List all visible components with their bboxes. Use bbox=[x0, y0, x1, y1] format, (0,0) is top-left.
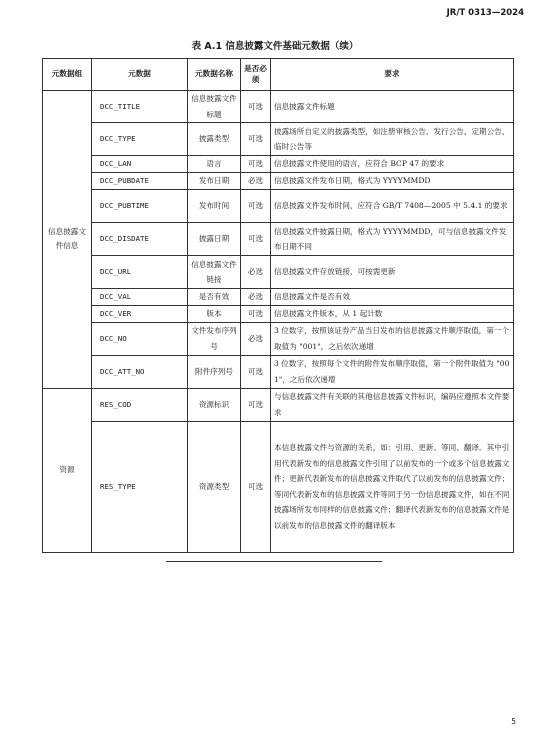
standard-code: JR/T 0313—2024 bbox=[446, 8, 524, 18]
metadata-id-cell: RES_TYPE bbox=[92, 421, 188, 552]
table-row bbox=[43, 355, 514, 388]
column-header: 元数据 bbox=[92, 59, 188, 91]
requirement-cell: 信息披露文件版本，从 1 起计数 bbox=[271, 306, 514, 323]
required-cell: 可选 bbox=[241, 388, 271, 421]
metadata-name-cell: 披露日期 bbox=[188, 223, 241, 256]
requirement-cell: 信息披露文件是否有效 bbox=[271, 289, 514, 306]
table-row bbox=[43, 388, 514, 421]
metadata-name-cell: 信息披露文件链接 bbox=[188, 256, 241, 289]
column-header: 是否必须 bbox=[241, 59, 271, 91]
required-cell: 必选 bbox=[241, 173, 271, 190]
required-cell: 可选 bbox=[241, 156, 271, 173]
metadata-id-cell: DCC_NO bbox=[92, 322, 188, 355]
metadata-name-cell: 版本 bbox=[188, 306, 241, 323]
group-cell: 资源 bbox=[43, 388, 92, 552]
metadata-name-cell: 资源类型 bbox=[188, 421, 241, 552]
table-row bbox=[43, 173, 514, 190]
requirement-cell: 披露场所自定义的披露类型，如注册审核公告、发行公告、定期公告、临时公告等 bbox=[271, 123, 514, 156]
requirement-cell: 信息披露文件发布日期，格式为 YYYYMMDD bbox=[271, 173, 514, 190]
requirement-cell: 信息披露文件存放链接，可按需更新 bbox=[271, 256, 514, 289]
required-cell: 必选 bbox=[241, 256, 271, 289]
requirement-cell: 本信息披露文件与资源的关系，如：引用、更新、等同、翻译。其中引用代表新发布的信息披露文件引用了以前发布的一个或多个信息披露文件；更新代表新发布的信息披露文件取代了以前发布的信息披露文件；等同代表新发布的信息披露文件等同于另一份信息披露文件，如在不同披露场所发布同样的信息披露文件；翻译代表新发布的信息披露文件是以前发布的信息披露文件的翻译版本 bbox=[271, 421, 514, 552]
metadata-name-cell: 资源标识 bbox=[188, 388, 241, 421]
metadata-id-cell: DCC_VER bbox=[92, 306, 188, 323]
metadata-id-cell: DCC_LAN bbox=[92, 156, 188, 173]
metadata-id-cell: DCC_PUBTIME bbox=[92, 190, 188, 223]
metadata-id-cell: DCC_PUBDATE bbox=[92, 173, 188, 190]
table-row bbox=[43, 322, 514, 355]
column-header: 元数据名称 bbox=[188, 59, 241, 91]
metadata-name-cell: 文件发布序列号 bbox=[188, 322, 241, 355]
required-cell: 必选 bbox=[241, 289, 271, 306]
metadata-name-cell: 是否有效 bbox=[188, 289, 241, 306]
metadata-name-cell: 附件序列号 bbox=[188, 355, 241, 388]
table-row bbox=[43, 123, 514, 156]
required-cell: 可选 bbox=[241, 190, 271, 223]
requirement-cell: 3 位数字，按照该证券产品当日发布的信息披露文件顺序取值，第一个取值为 "001"，之后依次递增 bbox=[271, 322, 514, 355]
metadata-name-cell: 发布时间 bbox=[188, 190, 241, 223]
metadata-id-cell: DCC_URL bbox=[92, 256, 188, 289]
metadata-id-cell: DCC_DISDATE bbox=[92, 223, 188, 256]
metadata-id-cell: DCC_ATT_NO bbox=[92, 355, 188, 388]
metadata-id-cell: DCC_VAL bbox=[92, 289, 188, 306]
table-row bbox=[43, 289, 514, 306]
table-row bbox=[43, 223, 514, 256]
table-row bbox=[43, 306, 514, 323]
requirement-cell: 信息披露文件使用的语言，应符合 BCP 47 的要求 bbox=[271, 156, 514, 173]
required-cell: 可选 bbox=[241, 91, 271, 123]
metadata-id-cell: RES_COD bbox=[92, 388, 188, 421]
metadata-name-cell: 信息披露文件标题 bbox=[188, 91, 241, 123]
table-header-row bbox=[43, 59, 514, 91]
required-cell: 可选 bbox=[241, 306, 271, 323]
footer-divider bbox=[166, 561, 382, 562]
required-cell: 可选 bbox=[241, 223, 271, 256]
required-cell: 可选 bbox=[241, 123, 271, 156]
table-row bbox=[43, 190, 514, 223]
table-row bbox=[43, 91, 514, 123]
column-header: 元数据组 bbox=[43, 59, 92, 91]
requirement-cell: 信息披露文件发布时间，应符合 GB/T 7408—2005 中 5.4.1 的要求 bbox=[271, 190, 514, 223]
table-row bbox=[43, 256, 514, 289]
page-number: 5 bbox=[511, 717, 516, 726]
table-row bbox=[43, 421, 514, 552]
metadata-name-cell: 披露类型 bbox=[188, 123, 241, 156]
metadata-name-cell: 语言 bbox=[188, 156, 241, 173]
column-header: 要求 bbox=[271, 59, 514, 91]
metadata-id-cell: DCC_TITLE bbox=[92, 91, 188, 123]
table-title: 表 A.1 信息披露文件基础元数据（续） bbox=[191, 41, 359, 52]
required-cell: 可选 bbox=[241, 355, 271, 388]
metadata-id-cell: DCC_TYPE bbox=[92, 123, 188, 156]
group-cell: 信息披露文件信息 bbox=[43, 91, 92, 389]
requirement-cell: 3 位数字，按照每个文件的附件发布顺序取值，第一个附件取值为 "001"，之后依次递增 bbox=[271, 355, 514, 388]
metadata-name-cell: 发布日期 bbox=[188, 173, 241, 190]
required-cell: 必选 bbox=[241, 322, 271, 355]
required-cell: 可选 bbox=[241, 421, 271, 552]
requirement-cell: 信息披露文件标题 bbox=[271, 91, 514, 123]
table-row bbox=[43, 156, 514, 173]
requirement-cell: 信息披露文件披露日期，格式为 YYYYMMDD，可与信息披露文件发布日期不同 bbox=[271, 223, 514, 256]
metadata-table bbox=[42, 58, 514, 553]
requirement-cell: 与信息披露文件有关联的其他信息披露文件标识，编码应遵照本文件要求 bbox=[271, 388, 514, 421]
